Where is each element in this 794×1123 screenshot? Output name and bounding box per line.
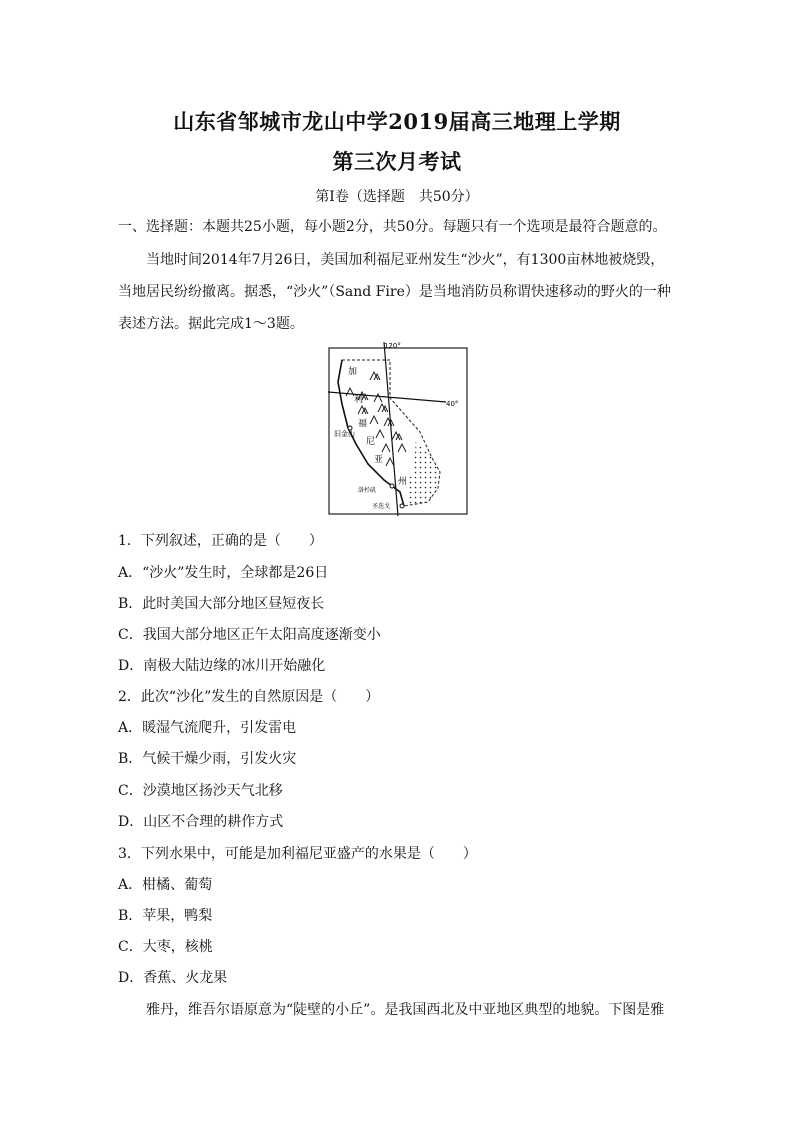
exam-title-line2: 第三次月考试 (332, 149, 462, 174)
longitude-label: 120° (384, 342, 401, 350)
city-label-sf: 旧金山 (334, 430, 355, 438)
city-dot-sd (400, 504, 404, 508)
question-2-option-d: D．山区不合理的耕作方式 (118, 814, 284, 830)
passage2-line1: 雅丹，维吾尔语原意为“陡壁的小丘”。是我国西北及中亚地区典型的地貌。下图是雅 (146, 1002, 665, 1018)
map-char-zhou: 州 (398, 477, 408, 487)
map-char-li: 利 (354, 395, 364, 405)
question-2-option-a: A．暖湿气流爬升，引发雷电 (118, 720, 297, 736)
question-1-stem: 1．下列叙述，正确的是（ ） (118, 533, 323, 549)
question-1-option-c: C．我国大部分地区正午太阳高度逐渐变小 (118, 627, 381, 643)
question-3-stem: 3．下列水果中，可能是加利福尼亚盛产的水果是（ ） (118, 846, 477, 862)
exam-title-line1: 山东省邹城市龙山中学2019届高三地理上学期 (173, 109, 621, 134)
section-heading: 第Ⅰ卷（选择题 共50分） (315, 189, 479, 205)
question-3-option-c: C．大枣，核桃 (118, 939, 213, 955)
passage1-line1: 当地时间2014年7月26日，美国加利福尼亚州发生“沙火”，有1300亩林地被烧毁， (146, 252, 665, 268)
map-char-ni: 尼 (366, 437, 376, 447)
question-2-stem: 2．此次“沙化”发生的自然原因是（ ） (118, 689, 380, 705)
question-2-option-b: B．气候干燥少雨，引发火灾 (118, 751, 297, 767)
question-1-option-d: D．南极大陆边缘的冰川开始融化 (118, 658, 326, 674)
city-dot-la (390, 484, 394, 488)
passage1-line3: 表述方法。据此完成1～3题。 (118, 316, 304, 332)
question-3-option-a: A．柑橘、葡萄 (118, 877, 213, 893)
question-1-option-a: A．“沙火”发生时，全球都是26日 (118, 565, 329, 581)
city-label-sd: 圣迭戈 (372, 503, 391, 510)
map-char-jia: 加 (348, 367, 358, 377)
map-char-fu: 福 (358, 419, 368, 429)
question-2-option-c: C．沙漠地区扬沙天气北移 (118, 783, 283, 799)
california-map (328, 340, 468, 516)
map-char-ya: 亚 (374, 455, 384, 465)
passage1-line2: 当地居民纷纷撤离。据悉，“沙火”（Sand Fire）是当地消防员称谓快速移动的野火的一种 (118, 284, 671, 300)
latitude-label: 40° (446, 400, 459, 408)
question-1-option-b: B．此时美国大部分地区昼短夜长 (118, 596, 325, 612)
city-label-la: 洛杉矶 (358, 487, 377, 494)
instructions: 一、选择题：本题共25小题，每小题2分，共50分。每题只有一个选项是最符合题意的。 (118, 219, 667, 235)
question-3-option-b: B．苹果，鸭梨 (118, 908, 213, 924)
question-3-option-d: D．香蕉、火龙果 (118, 970, 228, 986)
